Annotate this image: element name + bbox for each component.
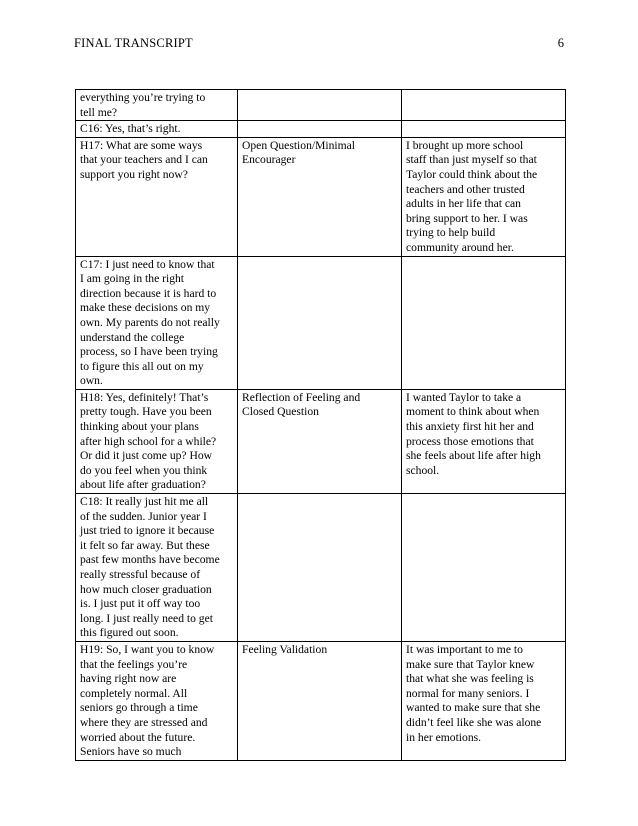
cell-text-line: that your teachers and I can xyxy=(80,153,208,167)
cell-text-line: after high school for a while? xyxy=(80,434,217,448)
dialogue-cell xyxy=(76,389,238,493)
table-row xyxy=(76,90,566,121)
cell-text-line: didn’t feel like she was alone xyxy=(406,715,542,729)
cell-text-line: thinking about your plans xyxy=(80,420,199,434)
table-row xyxy=(76,494,566,642)
table-row xyxy=(76,256,566,389)
cell-text-line: staff than just myself so that xyxy=(406,153,537,167)
cell-text-line: tell me? xyxy=(80,105,118,119)
dialogue-cell xyxy=(76,90,238,121)
reflection-cell xyxy=(402,121,566,138)
cell-text-line: it felt so far away. But these xyxy=(80,538,210,552)
cell-text-line: Open Question/Minimal xyxy=(242,138,356,152)
cell-text-line: I brought up more school xyxy=(406,138,524,152)
cell-text-line: completely normal. All xyxy=(80,686,188,700)
cell-text-line: support you right now? xyxy=(80,167,188,181)
skill-cell xyxy=(238,389,402,493)
cell-text-line: everything you’re trying to xyxy=(80,91,206,104)
cell-text-line: Closed Question xyxy=(242,405,319,419)
cell-text-line: H17: What are some ways xyxy=(80,138,203,152)
cell-text-line: own. My parents do not really xyxy=(80,315,220,329)
cell-text-line: past few months have become xyxy=(80,553,220,567)
cell-text-line: C17: I just need to know that xyxy=(80,257,215,271)
skill-cell xyxy=(238,494,402,642)
cell-text-line: she feels about life after high xyxy=(406,449,541,463)
skill-cell xyxy=(238,137,402,256)
cell-text-line: It was important to me to xyxy=(406,642,523,656)
cell-text-line: is. I just put it off way too xyxy=(80,597,201,611)
reflection-cell xyxy=(402,641,566,760)
cell-text-line: process those emotions that xyxy=(406,434,534,448)
cell-text-line: Or did it just come up? How xyxy=(80,449,213,463)
cell-text-line: I wanted Taylor to take a xyxy=(406,390,522,404)
cell-text-line: process, so I have been trying xyxy=(80,345,218,359)
cell-text-line: this anxiety first hit her and xyxy=(406,420,534,434)
transcript-table xyxy=(75,89,566,761)
cell-text-line: seniors go through a time xyxy=(80,701,198,715)
cell-text-line: where they are stressed and xyxy=(80,715,208,729)
cell-text-line: having right now are xyxy=(80,672,177,686)
cell-text-line: really stressful because of xyxy=(80,568,201,581)
skill-cell xyxy=(238,256,402,389)
cell-text-line: how much closer graduation xyxy=(80,582,212,596)
cell-text-line: Reflection of Feeling and xyxy=(242,390,361,404)
cell-text-line: trying to help build xyxy=(406,226,496,240)
page-header xyxy=(74,36,564,52)
cell-text-line: Feeling Validation xyxy=(242,642,328,656)
cell-text-line: that what she was feeling is xyxy=(406,672,534,686)
cell-text-line: that the feelings you’re xyxy=(80,657,188,671)
reflection-cell xyxy=(402,90,566,121)
cell-text-line: moment to think about when xyxy=(406,405,540,419)
cell-text-line: long. I just really need to get xyxy=(80,611,213,625)
skill-cell xyxy=(238,641,402,760)
table-row xyxy=(76,389,566,493)
cell-text-line: pretty tough. Have you been xyxy=(80,405,212,419)
skill-cell xyxy=(238,121,402,138)
cell-text-line: about life after graduation? xyxy=(80,478,206,492)
cell-text-line: school. xyxy=(406,463,440,477)
cell-text-line: Taylor could think about the xyxy=(406,167,538,181)
transcript-table-body xyxy=(76,90,566,761)
cell-text-line: H18: Yes, definitely! That’s xyxy=(80,390,209,404)
dialogue-cell xyxy=(76,494,238,642)
dialogue-cell xyxy=(76,256,238,389)
reflection-cell xyxy=(402,137,566,256)
reflection-cell xyxy=(402,494,566,642)
cell-text-line: H19: So, I want you to know xyxy=(80,642,215,656)
cell-text-line: normal for many seniors. I xyxy=(406,686,530,700)
cell-text-line: C18: It really just hit me all xyxy=(80,495,209,509)
cell-text-line: make sure that Taylor knew xyxy=(406,657,535,671)
cell-text-line: C16: Yes, that’s right. xyxy=(80,122,181,136)
cell-text-line: wanted to make sure that she xyxy=(406,701,541,715)
dialogue-cell xyxy=(76,641,238,760)
cell-text-line: worried about the future. xyxy=(80,730,196,744)
table-row xyxy=(76,121,566,138)
document-title: FINAL TRANSCRIPT xyxy=(74,36,193,50)
cell-text-line: understand the college xyxy=(80,330,185,344)
cell-text-line: I am going in the right xyxy=(80,272,185,286)
cell-text-line: just tried to ignore it because xyxy=(80,524,215,538)
cell-text-line: adults in her life that can xyxy=(406,197,521,211)
reflection-cell xyxy=(402,256,566,389)
table-row xyxy=(76,137,566,256)
cell-text-line: Encourager xyxy=(242,153,296,167)
skill-cell xyxy=(238,90,402,121)
dialogue-cell xyxy=(76,121,238,138)
dialogue-cell xyxy=(76,137,238,256)
cell-text-line: Seniors have so much xyxy=(80,745,182,759)
cell-text-line: community around her. xyxy=(406,240,514,254)
cell-text-line: do you feel when you think xyxy=(80,463,208,477)
reflection-cell xyxy=(402,389,566,493)
cell-text-line: bring support to her. I was xyxy=(406,211,528,225)
cell-text-line: make these decisions on my xyxy=(80,301,211,315)
cell-text-line: in her emotions. xyxy=(406,730,482,744)
table-row xyxy=(76,641,566,760)
cell-text-line: teachers and other trusted xyxy=(406,182,525,196)
cell-text-line: this figured out soon. xyxy=(80,626,179,640)
cell-text-line: of the sudden. Junior year I xyxy=(80,509,207,523)
cell-text-line: to figure this all out on my xyxy=(80,359,204,373)
cell-text-line: own. xyxy=(80,374,103,388)
cell-text-line: direction because it is hard to xyxy=(80,286,217,300)
page-number: 6 xyxy=(557,36,564,50)
